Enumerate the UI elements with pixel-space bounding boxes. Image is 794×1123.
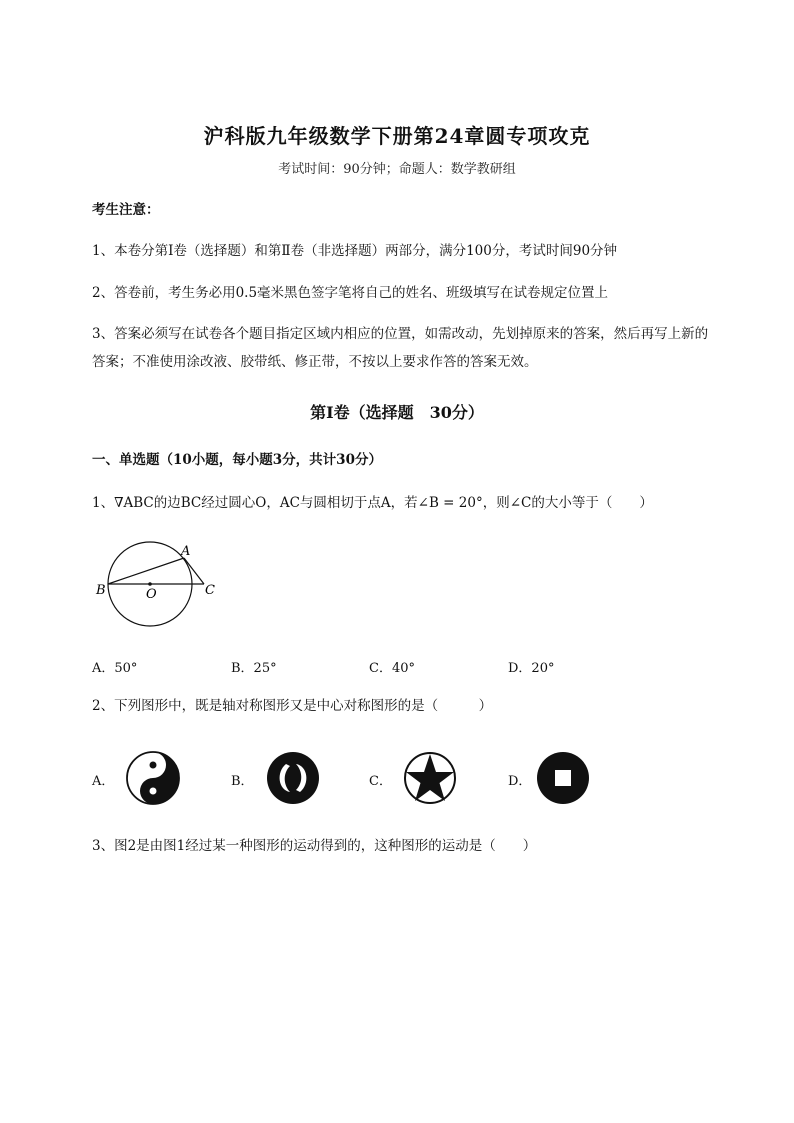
q2-option-d[interactable]: D． <box>508 774 532 789</box>
yin-yang-icon <box>124 750 182 806</box>
notice-item-2: 2、答卷前，考生务必用0.5毫米黑色签字笔将自己的姓名、班级填写在试卷规定位置上 <box>92 285 609 301</box>
section-title: 第I卷（选择题 30分） <box>310 403 484 422</box>
coin-square-hole-icon <box>534 750 592 806</box>
label-c: C <box>205 583 215 598</box>
label-a: A <box>181 544 191 559</box>
swirl-circle-icon <box>264 750 322 806</box>
question-1-stem: 1、∇ABC的边BC经过圆心O，AC与圆相切于点A，若∠B = 20°，则∠C的大小等于（ ） <box>92 495 653 511</box>
q1-option-a[interactable]: A．50° <box>92 661 138 676</box>
star-in-circle-icon <box>401 750 459 806</box>
page-title: 沪科版九年级数学下册第24章圆专项攻克 <box>203 124 591 148</box>
notice-item-3: 3、答案必须写在试卷各个题目指定区域内相应的位置，如需改动，先划掉原来的答案，然后再写上新的答案；不准使用涂改液、胶带纸、修正带，不按以上要求作答的答案无效。 <box>92 326 709 370</box>
notice-heading: 考生注意： <box>92 202 160 218</box>
center-point <box>148 582 152 586</box>
line-ba <box>108 558 184 584</box>
q2-option-c[interactable]: C． <box>369 774 392 789</box>
q2-option-b[interactable]: B． <box>231 774 254 789</box>
q1-option-c[interactable]: C．40° <box>369 661 415 676</box>
q1-option-b[interactable]: B．25° <box>231 661 277 676</box>
notice-item-1: 1、本卷分第I卷（选择题）和第Ⅱ卷（非选择题）两部分，满分100分，考试时间90分钟 <box>92 243 618 259</box>
label-o: O <box>146 587 157 602</box>
label-b: B <box>96 583 106 598</box>
page-subtitle: 考试时间：90分钟；命题人：数学教研组 <box>278 162 516 177</box>
question-1-figure <box>92 538 232 656</box>
question-2-stem: 2、下列图形中，既是轴对称图形又是中心对称图形的是（ ） <box>92 698 493 714</box>
q1-option-d[interactable]: D．20° <box>508 661 555 676</box>
q2-option-a[interactable]: A． <box>92 774 115 789</box>
line-ac <box>184 558 204 584</box>
question-3-stem: 3、图2是由图1经过某一种图形的运动得到的，这种图形的运动是（ ） <box>92 838 537 854</box>
part-heading: 一、单选题（10小题，每小题3分，共计30分） <box>92 452 382 468</box>
